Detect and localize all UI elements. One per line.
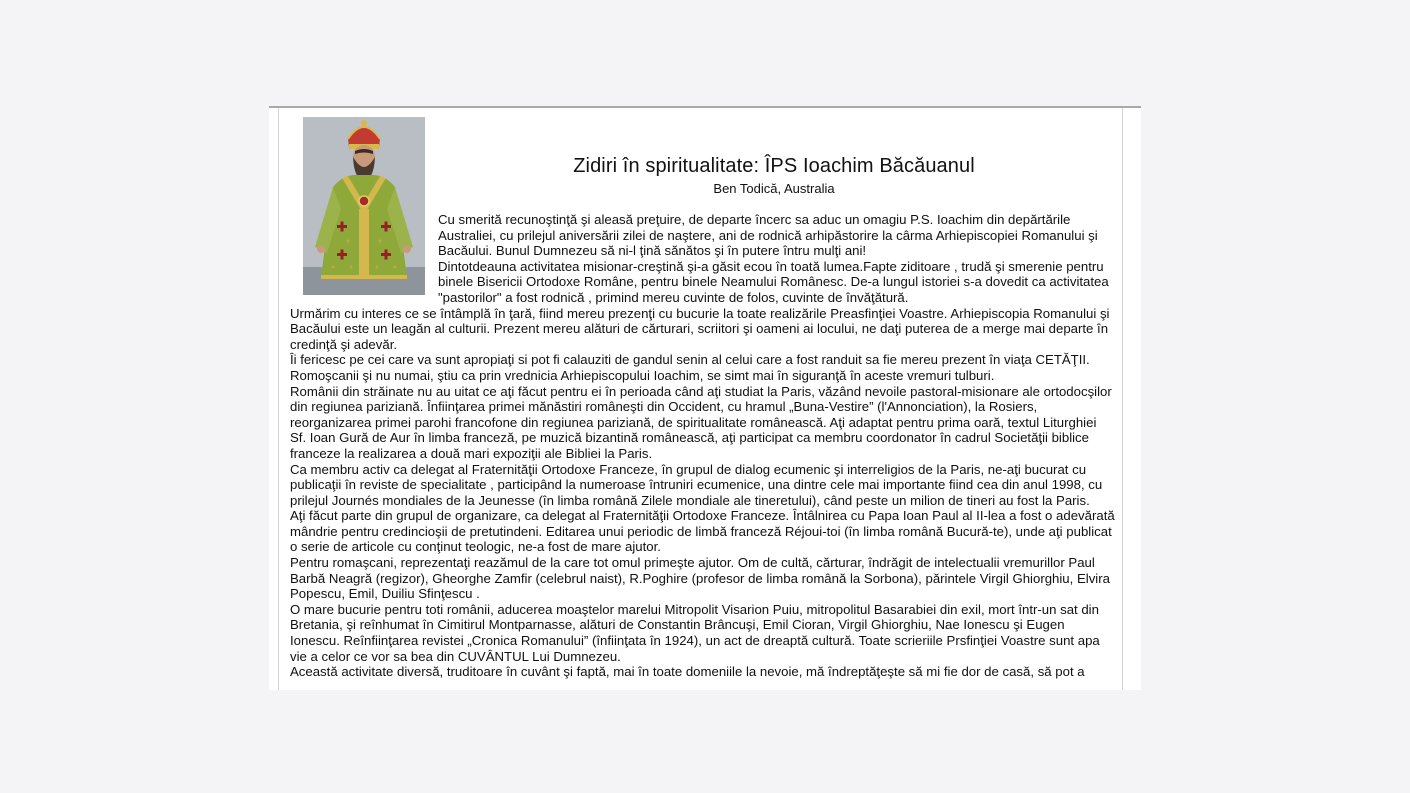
- paragraph: Pentru romaşcani, reprezentaţi reazămul de la care tot omul primeşte ajutor. Om de cultă, cărturar, îndrăgit de intelectualii vremurillor Paul Barbă Neagră (regizor), Gheorghe Zamfir (celebrul naist), R.Poghire (profesor de limba română la Sorbona), părintele Virgil Ghiorghiu, Elvira Popescu, Emil, Duiliu Sfinţescu .: [290, 555, 1110, 602]
- paragraph: Urmărim cu interes ce se întâmplă în ţară, fiind mereu prezenţi cu bucurie la toate realizările Preasfinţiei Voastre. Arhiepiscopia Romanului şi Bacăului este un leagăn al culturii. Prezent mereu alături de cărturari, scriitori şi oameni ai locului, ne daţi puterea de a merge mai departe în credinţă şi adevăr.: [290, 305, 1110, 352]
- paragraph: Dintotdeauna activitatea misionar-creştină şi-a găsit ecou în toată lumea.Fapte ziditoare , trudă şi smerenie pentru binele Bisericii Ortodoxe Române, pentru binele Neamului Românesc. De-a lungul istoriei s-a dovedit ca activitatea "pastorilor" a fost rodnică , primind mereu cuvinte de folos, cuvinte de învăţătură.: [438, 258, 1109, 305]
- paragraph: Îi fericesc pe cei care va sunt apropiaţi si pot fi calauziti de gandul senin al celui care a fost randuit sa fie mereu prezent în viaţa CETĂŢII. Romoşcanii şi nu numai, ştiu ca prin vrednicia Arhiepiscopului Ioachim, se simt mai în siguranţă în aceste vremuri tulburi.: [290, 352, 1090, 383]
- document-page: [269, 106, 1141, 690]
- paragraph: Românii din străinate nu au uitat ce aţi făcut pentru ei în perioada când aţi studiat la Paris, văzând nevoile pastoral-misionare ale ortodocşilor din regiunea pariziană. Înfiinţarea primei mănăstiri româneşti din Occident, cu hramul „Buna-Vestire” (l'Annonciation), la Rosiers, reorganizarea primei parohi francofone din regiunea pariziană, de spiritualitate românească. Aţi adaptat pentru prima oară, textul Liturghiei Sf. Ioan Gură de Aur în limba franceză, pe muzică bizantină românească, aţi participat ca membru coordonator în cadrul Societăţii biblice franceze la realizarea a două mari expoziţii ale Bibliei la Paris.: [290, 383, 1112, 461]
- article-body: [290, 212, 1116, 680]
- paragraph: Această activitate diversă, truditoare în cuvânt şi faptă, mai în toate domeniile la nevoie, mă îndreptăţeşte să mi fie dor de casă, să pot a: [290, 664, 1085, 680]
- article-title: Zidiri în spiritualitate: ÎPS Ioachim Băcăuanul: [573, 155, 975, 177]
- paragraph: O mare bucurie pentru toti românii, aducerea moaştelor marelui Mitropolit Visarion Puiu, mitropolitul Basarabiei din exil, mort într-un sat din Bretania, şi reînhumat în Cimitirul Montparnasse, alături de Constantin Brâncuşi, Emil Cioran, Virgil Ghiorghiu, Nae Ionescu şi Eugen Ionescu. Reînfiinţarea revistei „Cronica Romanului” (înfiinţata în 1924), un act de dreaptă cultură. Toate scrieriile Prsfinţiei Voastre sunt apa vie a celor ce vor sa bea din CUVÂNTUL Lui Dumnezeu.: [290, 601, 1100, 664]
- page-margin-rule-left: [278, 108, 279, 690]
- paragraph: Cu smerită recunoştinţă şi aleasă preţuire, de departe încerc sa aduc un omagiu P.S. Ioachim din depărtările Australiei, cu prilejul aniversării zilei de naştere, ani de rodnică arhipăstorire la cârma Arhiepiscopiei Romanului şi Bacăului. Bunul Dumnezeu să ni-l ţină sănătos şi în putere întru mulţi ani!: [438, 212, 1098, 259]
- page-margin-rule-right: [1122, 108, 1123, 690]
- article-author: Ben Todică, Australia: [713, 181, 835, 196]
- paragraph: Aţi făcut parte din grupul de organizare, ca delegat al Fraternităţii Ortodoxe Franceze. Întâlnirea cu Papa Ioan Paul al II-lea a fost o adevărată mândrie pentru credincioşii de pretutindeni. Editarea unui periodic de limbă franceză Réjoui-toi (în limba română Bucură-te), unde aţi publicat o serie de articole cu conţinut teologic, ne-a fost de mare ajutor.: [290, 508, 1115, 555]
- paragraph: Ca membru activ ca delegat al Fraternităţii Ortodoxe Franceze, în grupul de dialog ecumenic şi interreligios de la Paris, ne-aţi bucurat cu publicaţii în reviste de specialitate , participând la numeroase întruniri ecumenice, una dintre cele mai importante fiind cea din anul 1998, cu prilejul Journés mondiales de la Jeunesse (în limba română Zilele mondiale ale tineretului), când peste un milion de tineri au fost la Paris.: [290, 461, 1103, 508]
